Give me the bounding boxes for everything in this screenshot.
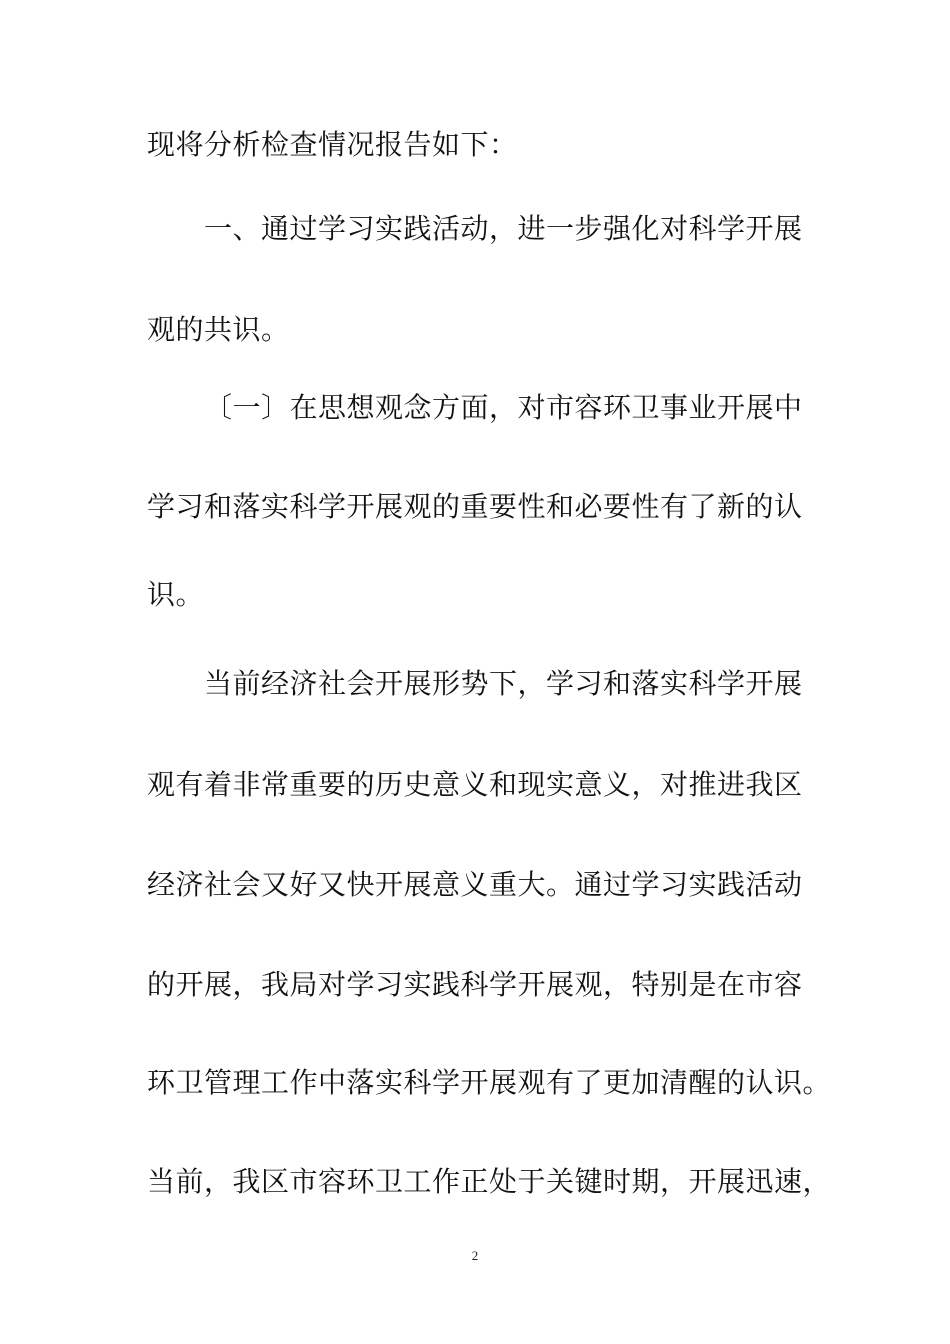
paragraph-line-6: 当前，我区市容环卫工作正处于关键时期，开展迅速，	[147, 1165, 832, 1198]
page-number: 2	[471, 1248, 479, 1263]
subsection-heading-1: 〔一〕在思想观念方面，对市容环卫事业开展中	[204, 391, 803, 424]
subsection-heading-1-end: 识。	[147, 578, 205, 611]
subsection-heading-1-cont: 学习和落实科学开展观的重要性和必要性有了新的认	[147, 490, 803, 523]
text-line-1: 现将分析检查情况报告如下：	[147, 128, 518, 161]
paragraph-line-5: 环卫管理工作中落实科学开展观有了更加清醒的认识。	[147, 1066, 832, 1099]
paragraph-line-4: 的开展，我局对学习实践科学开展观，特别是在市容	[147, 968, 803, 1001]
paragraph-line-2: 观有着非常重要的历史意义和现实意义，对推进我区	[147, 768, 803, 801]
section-heading-1: 一、通过学习实践活动，进一步强化对科学开展	[204, 212, 803, 245]
section-heading-1-cont: 观的共识。	[147, 313, 290, 346]
paragraph-line-1: 当前经济社会开展形势下，学习和落实科学开展	[204, 667, 803, 700]
paragraph-line-3: 经济社会又好又快开展意义重大。通过学习实践活动	[147, 868, 803, 901]
